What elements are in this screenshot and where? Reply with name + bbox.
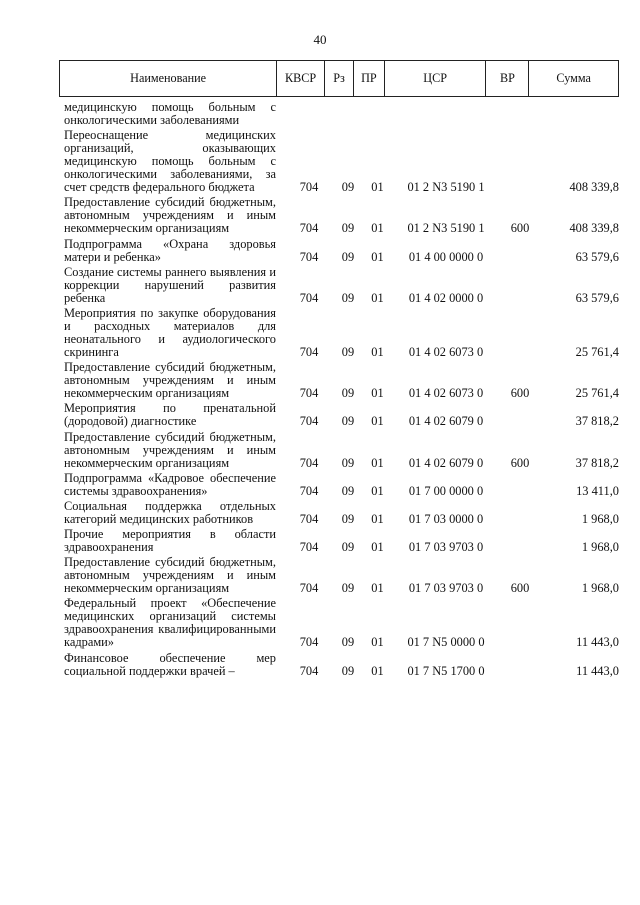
row-kvsr: 704 [299,221,319,236]
row-rz: 09 [341,511,355,526]
row-sum: 13 411,0 [576,483,619,498]
row-kvsr: 704 [299,455,319,470]
row-pr: 01 [371,581,384,596]
row-sum: 11 443,0 [576,663,619,678]
row-name: Подпрограмма «Охрана здоровья матери и ребенка» [64,236,276,264]
table-row [59,431,619,470]
row-rz: 09 [341,663,355,678]
row-sum: 37 818,2 [575,414,619,429]
row-csr: 01 4 02 6079 0 [408,455,484,470]
row-kvsr: 704 [299,663,319,678]
table-row [59,266,619,305]
row-sum: 408 339,8 [569,221,619,236]
row-csr: 01 4 02 6073 0 [408,344,484,359]
row-kvsr: 704 [299,635,319,650]
table-row [59,597,619,649]
row-rz: 09 [341,635,355,650]
table-row [59,196,619,235]
row-csr: 01 7 00 0000 0 [408,483,484,498]
table-row [59,101,619,127]
row-pr: 01 [371,483,384,498]
row-pr: 01 [371,455,384,470]
row-kvsr: 704 [299,581,319,596]
header-sum: Сумма [556,71,591,85]
row-pr: 01 [371,635,384,650]
table-header [59,60,619,97]
row-csr: 01 7 03 9703 0 [408,540,484,555]
table-row [59,402,619,428]
row-csr: 01 7 N5 0000 0 [407,635,485,650]
row-csr: 01 4 02 6073 0 [408,386,484,401]
row-pr: 01 [371,386,384,401]
row-kvsr: 704 [299,249,319,264]
header-csr: ЦСР [385,61,487,96]
row-name: Социальная поддержка отдельных категорий медицинских работников [64,498,276,526]
row-name: Мероприятия по пренатальной (дородовой) диагностике [64,401,276,429]
row-pr: 01 [371,290,384,305]
row-name: Создание системы раннего выявления и коррекции нарушений развития ребенка [64,264,276,305]
row-sum: 1 968,0 [581,581,619,596]
row-pr: 01 [371,663,384,678]
row-rz: 09 [341,540,355,555]
row-name: Предоставление субсидий бюджетным, автономным учреждениям и иным некоммерческим организациям [64,360,276,401]
row-vr: 600 [510,455,530,470]
row-rz: 09 [341,581,355,596]
table-row [59,238,619,264]
table-row [59,500,619,526]
row-sum: 63 579,6 [575,249,619,264]
row-csr: 01 7 N5 1700 0 [407,663,485,678]
row-kvsr: 704 [299,386,319,401]
row-sum: 1 968,0 [581,511,619,526]
row-name: Подпрограмма «Кадровое обеспечение системы здравоохранения» [64,470,276,498]
row-kvsr: 704 [299,511,319,526]
row-kvsr: 704 [299,290,319,305]
header-vr: ВР [486,61,529,96]
table-row [59,528,619,554]
row-sum: 11 443,0 [576,635,619,650]
row-rz: 09 [341,386,355,401]
row-name: Предоставление субсидий бюджетным, автономным учреждениям и иным некоммерческим организациям [64,195,276,236]
row-rz: 09 [341,249,355,264]
header-kvsr: КВСР [277,61,325,96]
row-kvsr: 704 [299,344,319,359]
row-vr: 600 [510,221,530,236]
table-row [59,361,619,400]
row-pr: 01 [371,344,384,359]
row-rz: 09 [341,290,355,305]
header-rz: Рз [325,61,354,96]
row-rz: 09 [341,455,355,470]
row-name: Федеральный проект «Обеспечение медицинских организаций системы здравоохранения квалифицированными кадрами» [64,596,276,650]
row-kvsr: 704 [299,540,319,555]
table-row [59,129,619,194]
row-sum: 63 579,6 [575,290,619,305]
row-pr: 01 [371,180,384,195]
row-pr: 01 [371,414,384,429]
row-kvsr: 704 [299,414,319,429]
row-csr: 01 2 N3 5190 1 [407,180,485,195]
row-rz: 09 [341,483,355,498]
row-csr: 01 4 02 6079 0 [408,414,484,429]
table-row [59,307,619,359]
row-vr: 600 [510,581,530,596]
row-name: Предоставление субсидий бюджетным, автономным учреждениям и иным некоммерческим организациям [64,555,276,596]
row-rz: 09 [341,180,355,195]
row-csr: 01 4 00 0000 0 [408,249,484,264]
table-body [59,101,619,678]
row-rz: 09 [341,344,355,359]
row-vr: 600 [510,386,530,401]
row-kvsr: 704 [299,483,319,498]
row-sum: 25 761,4 [575,386,619,401]
row-csr: 01 2 N3 5190 1 [407,221,485,236]
row-name: Прочие мероприятия в области здравоохранения [64,527,276,555]
row-name: Переоснащение медицинских организаций, оказывающих медицинскую помощь больным с онкологическими заболеваниями, за счет средств федерального бюджета [64,128,276,195]
table-row [59,556,619,595]
row-rz: 09 [341,414,355,429]
row-csr: 01 4 02 0000 0 [408,290,484,305]
header-pr: ПР [354,61,385,96]
row-kvsr: 704 [299,180,319,195]
table-row [59,652,619,678]
table-row [59,472,619,498]
row-sum: 408 339,8 [569,180,619,195]
row-pr: 01 [371,511,384,526]
row-pr: 01 [371,221,384,236]
row-csr: 01 7 03 9703 0 [408,581,484,596]
row-pr: 01 [371,540,384,555]
row-sum: 25 761,4 [575,344,619,359]
header-name: Наименование [60,61,277,96]
page-number: 40 [313,32,327,47]
row-rz: 09 [341,221,355,236]
row-name: Финансовое обеспечение мер социальной поддержки врачей – [64,650,276,678]
row-name: медицинскую помощь больным с онкологическими заболеваниями [64,100,276,127]
row-name: Предоставление субсидий бюджетным, автономным учреждениям и иным некоммерческим организациям [64,429,276,470]
row-name: Мероприятия по закупке оборудования и расходных материалов для неонатального и аудиологического скрининга [64,305,276,359]
row-csr: 01 7 03 0000 0 [408,511,484,526]
row-pr: 01 [371,249,384,264]
row-sum: 1 968,0 [581,540,619,555]
budget-table [59,60,619,680]
row-sum: 37 818,2 [575,455,619,470]
